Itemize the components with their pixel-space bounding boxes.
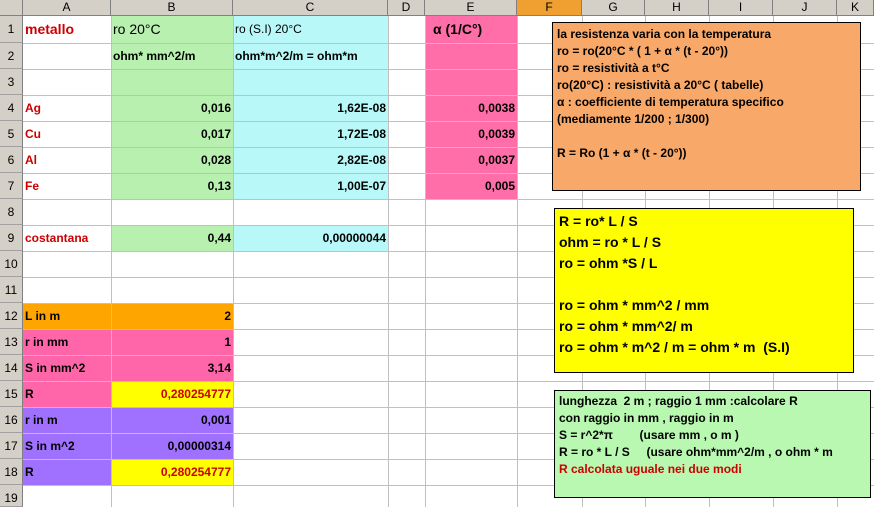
cell-c6-ro-si[interactable]: 2,82E-08	[337, 153, 386, 167]
cell-a9-costantana[interactable]: costantana	[25, 231, 89, 245]
cell-a7-metal-name[interactable]: Fe	[25, 179, 40, 193]
exercise-line: S = r^2*π (usare mm , o m )	[559, 428, 739, 442]
note-line: (mediamente 1/200 ; 1/300)	[557, 112, 710, 126]
cell-b14-value[interactable]: 3,14	[207, 361, 231, 375]
note-line: R = Ro (1 + α * (t - 20°))	[557, 146, 687, 160]
formula-line	[559, 274, 849, 295]
row-header-7[interactable]: 7	[0, 173, 23, 199]
note-line	[557, 128, 856, 145]
cell-b17-value[interactable]: 0,00000314	[167, 439, 231, 453]
formula-line: ro = ohm * mm^2/ m	[559, 318, 693, 334]
cell-b18-result[interactable]: 0,280254777	[160, 465, 231, 479]
row-header-3[interactable]: 3	[0, 69, 23, 95]
column-header-a[interactable]: A	[23, 0, 111, 16]
column-header-h[interactable]: H	[645, 0, 709, 16]
cell-b1-ro-20[interactable]: ro 20°C	[113, 21, 161, 37]
row-header-2[interactable]: 2	[0, 43, 23, 69]
cell-b13-value[interactable]: 1	[224, 335, 231, 349]
column-header-d[interactable]: D	[388, 0, 425, 16]
note-line: ro = ro(20°C * ( 1 + α * (t - 20°))	[557, 44, 729, 58]
cell-c7-ro-si[interactable]: 1,00E-07	[337, 179, 386, 193]
formula-line: ro = ohm *S / L	[559, 255, 658, 271]
cell-b12-value[interactable]: 2	[224, 309, 231, 323]
row-header-16[interactable]: 16	[0, 407, 23, 433]
cell-e1-alpha[interactable]: α (1/C°)	[433, 21, 483, 37]
note-line: la resistenza varia con la temperatura	[557, 27, 772, 41]
cell-e5-alpha[interactable]: 0,0039	[478, 127, 515, 141]
cell-b16-value[interactable]: 0,001	[200, 413, 231, 427]
note-line: α : coefficiente di temperatura specifico	[557, 95, 784, 109]
row-header-8[interactable]: 8	[0, 199, 23, 225]
formula-line: R = ro* L / S	[559, 213, 638, 229]
cell-a12-label[interactable]: L in m	[25, 309, 61, 323]
formula-line: ro = ohm * mm^2 / mm	[559, 297, 710, 313]
row-header-14[interactable]: 14	[0, 355, 23, 381]
row-header-13[interactable]: 13	[0, 329, 23, 355]
cell-c1-ro-si[interactable]: ro (S.I) 20°C	[235, 22, 302, 36]
cell-a14-label[interactable]: S in mm^2	[25, 361, 86, 375]
column-header-c[interactable]: C	[233, 0, 388, 16]
exercise-line: R = ro * L / S (usare ohm*mm^2/m , o ohm * m	[559, 445, 833, 459]
row-header-4[interactable]: 4	[0, 95, 23, 121]
note-line: ro = resistività a t°C	[557, 61, 670, 75]
column-header-i[interactable]: I	[709, 0, 773, 16]
formula-line: ohm = ro * L / S	[559, 234, 662, 250]
exercise-line: con raggio in mm , raggio in m	[559, 411, 734, 425]
cell-e6-alpha[interactable]: 0,0037	[478, 153, 515, 167]
cell-e4-alpha[interactable]: 0,0038	[478, 101, 515, 115]
cell-a16-label[interactable]: r in m	[25, 413, 58, 427]
cell-a5-metal-name[interactable]: Cu	[25, 127, 41, 141]
cell-a18-label[interactable]: R	[25, 465, 34, 479]
row-header-9[interactable]: 9	[0, 225, 23, 251]
row-header-11[interactable]: 11	[0, 277, 23, 303]
cell-a1-metallo[interactable]: metallo	[25, 21, 75, 37]
cell-b15-result[interactable]: 0,280254777	[160, 387, 231, 401]
formula-note-box[interactable]	[554, 208, 854, 373]
row-header-19[interactable]: 19	[0, 485, 23, 507]
row-header-18[interactable]: 18	[0, 459, 23, 485]
column-header-j[interactable]: J	[773, 0, 837, 16]
exercise-result-line: R calcolata uguale nei due modi	[559, 462, 742, 476]
cell-c2-unit[interactable]: ohm*m^2/m = ohm*m	[235, 49, 358, 63]
cell-b5-ro[interactable]: 0,017	[200, 127, 231, 141]
cell-c4-ro-si[interactable]: 1,62E-08	[337, 101, 386, 115]
cell-b9-ro[interactable]: 0,44	[207, 231, 231, 245]
row-header-5[interactable]: 5	[0, 121, 23, 147]
column-header-f[interactable]: F	[517, 0, 582, 16]
cell-b4-ro[interactable]: 0,016	[200, 101, 231, 115]
row-header-6[interactable]: 6	[0, 147, 23, 173]
gridline	[23, 199, 874, 200]
cell-b6-ro[interactable]: 0,028	[200, 153, 231, 167]
cell-a6-metal-name[interactable]: Al	[25, 153, 37, 167]
column-header-e[interactable]: E	[425, 0, 517, 16]
cell-a15-label[interactable]: R	[25, 387, 34, 401]
row-header-1[interactable]: 1	[0, 16, 23, 43]
column-header-g[interactable]: G	[582, 0, 645, 16]
exercise-note-box[interactable]	[554, 390, 871, 498]
note-line: ro(20°C) : resistività a 20°C ( tabelle)	[557, 78, 764, 92]
row-header-12[interactable]: 12	[0, 303, 23, 329]
column-header-b[interactable]: B	[111, 0, 233, 16]
select-all-corner[interactable]	[0, 0, 23, 16]
formula-line: ro = ohm * m^2 / m = ohm * m (S.I)	[559, 339, 790, 355]
cell-c9-ro-si[interactable]: 0,00000044	[322, 231, 386, 245]
exercise-line: lunghezza 2 m ; raggio 1 mm :calcolare R	[559, 394, 798, 408]
row-header-15[interactable]: 15	[0, 381, 23, 407]
cell-e7-alpha[interactable]: 0,005	[484, 179, 515, 193]
cell-a17-label[interactable]: S in m^2	[25, 439, 75, 453]
cell-b2-unit[interactable]: ohm* mm^2/m	[113, 49, 196, 63]
cell-a4-metal-name[interactable]: Ag	[25, 101, 41, 115]
cell-c5-ro-si[interactable]: 1,72E-08	[337, 127, 386, 141]
temperature-note-box[interactable]	[552, 22, 861, 191]
row-header-17[interactable]: 17	[0, 433, 23, 459]
column-header-k[interactable]: K	[837, 0, 874, 16]
row-header-10[interactable]: 10	[0, 251, 23, 277]
cell-b7-ro[interactable]: 0,13	[207, 179, 231, 193]
cell-a13-label[interactable]: r in mm	[25, 335, 69, 349]
